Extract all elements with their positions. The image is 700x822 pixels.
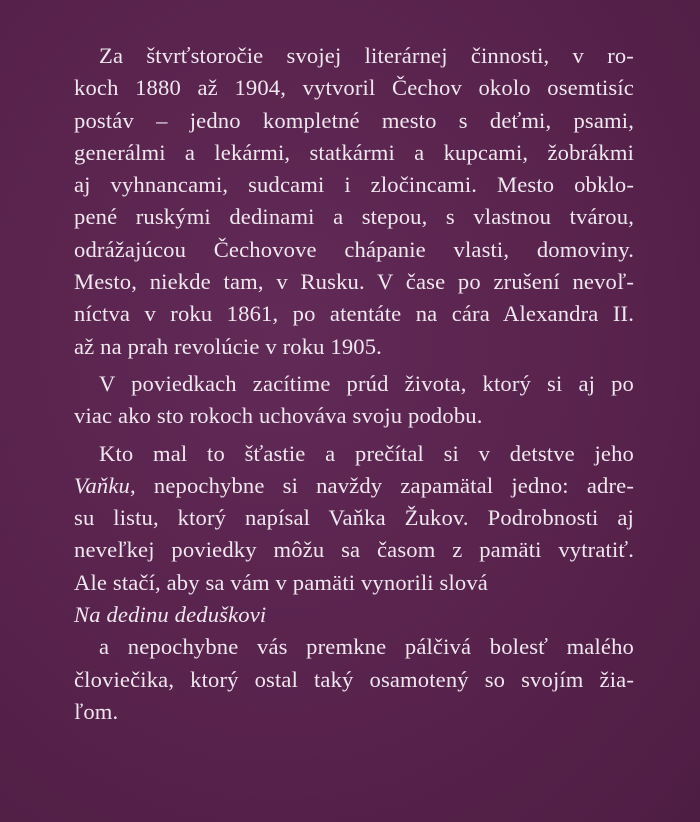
text-line: postáv – jedno kompletné mesto s deťmi, psami, (74, 107, 634, 133)
quote-line: Na dedinu deduškovi (74, 602, 267, 628)
paragraph-4 (74, 631, 634, 728)
text-line: ľom. (74, 698, 119, 724)
text-line: neveľkej poviedky môžu sa časom z pamäti vytratiť. (74, 537, 634, 563)
paragraph-1 (74, 40, 634, 363)
text-line: aj vyhnancami, sudcami i zločincami. Mesto obklo- (74, 172, 634, 198)
text-line: viac ako sto rokoch uchováva svoju podobu. (74, 403, 483, 429)
text-fragment: , nepochybne si navždy zapamätal jedno: adre- (129, 472, 634, 498)
story-title: Vaňku (74, 472, 130, 498)
text-line (74, 470, 634, 502)
text-line: su listu, ktorý napísal Vaňka Žukov. Podrobnosti aj (74, 505, 634, 531)
text-line: Mesto, niekde tam, v Rusku. V čase po zrušení nevoľ- (74, 269, 634, 295)
text-line: človiečika, ktorý ostal taký osamotený so svojím žia- (74, 666, 634, 692)
text-line: generálmi a lekármi, statkármi a kupcami, žobrákmi (74, 139, 634, 165)
text-line: a nepochybne vás premkne pálčivá bolesť malého (99, 634, 634, 660)
text-line: Kto mal to šťastie a prečítal si v detstve jeho (99, 440, 634, 466)
text-block (74, 40, 634, 728)
text-line: odrážajúcou Čechovove chápanie vlasti, domoviny. (74, 236, 634, 262)
text-line: pené ruskými dedinami a stepou, s vlastnou tvárou, (74, 204, 634, 230)
text-line: níctva v roku 1861, po atentáte na cára Alexandra II. (74, 301, 634, 327)
text-line: až na prah revolúcie v roku 1905. (74, 333, 382, 359)
text-line: V poviedkach zacítime prúd života, ktorý si aj po (99, 370, 634, 396)
paragraph-2 (74, 368, 634, 433)
text-line: Za štvrťstoročie svojej literárnej činnosti, v ro- (99, 43, 634, 68)
text-line: koch 1880 až 1904, vytvoril Čechov okolo osemtisíc (74, 75, 634, 101)
text-line: Ale stačí, aby sa vám v pamäti vynorili slová (74, 569, 488, 595)
paragraph-3 (74, 438, 634, 599)
